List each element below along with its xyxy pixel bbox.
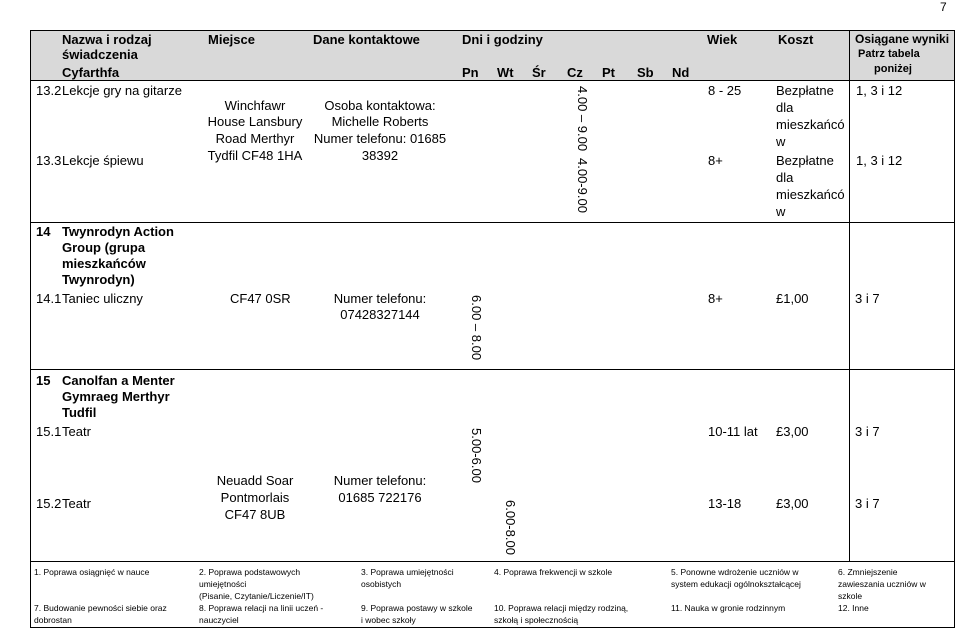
row-13-2-name: Lekcje gry na gitarze [62, 83, 182, 98]
row-13-3-age: 8+ [708, 153, 723, 168]
footnote-9-l2: i wobec szkoły [361, 615, 416, 625]
footnote-7-l2: dobrostan [34, 615, 72, 625]
col-place-header: Miejsce [208, 32, 255, 47]
footnote-1-l1: 1. Poprawa osiągnięć w nauce [34, 567, 150, 577]
day-cz: Cz [567, 65, 583, 80]
row-13-3-cost-4: w [776, 204, 786, 219]
footnote-11-l1: 11. Nauka w gronie rodzinnym [671, 603, 786, 613]
row-15-name-3: Tudfil [62, 405, 97, 420]
footnote-8-l1: 8. Poprawa relacji na linii uczeń - [199, 603, 324, 613]
footnote-2-l3: (Pisanie, Czytanie/Liczenie/IT) [199, 591, 314, 601]
footnote-6-l2: zawieszania uczniów w [838, 579, 926, 589]
place-15-line1: Neuadd Soar [216, 473, 294, 488]
col-sep-results [849, 30, 850, 561]
contact-15-line1: Numer telefonu: [333, 473, 427, 488]
footnote-10-l2: szkołą i społecznością [494, 615, 579, 625]
row-15-1-cost: £3,00 [776, 424, 809, 439]
row-14-1-name: Taniec uliczny [62, 291, 143, 306]
row-13-3-name: Lekcje śpiewu [62, 153, 144, 168]
place-15-line3: CF47 8UB [224, 507, 286, 522]
col-name-header-line1: Nazwa i rodzaj [62, 32, 152, 47]
footnote-6-l3: szkole [838, 591, 863, 601]
row-14-name-3: mieszkańców [62, 256, 146, 271]
day-sb: Sb [637, 65, 654, 80]
col-name-header-line2: świadczenia [62, 47, 138, 62]
border-r15 [30, 369, 955, 370]
place-13-line1: Winchfawr [224, 98, 286, 113]
row-15-1-num: 15.1 [36, 424, 62, 439]
contact-13-line4: 38392 [361, 148, 399, 163]
row-13-2-cost-1: Bezpłatne [776, 83, 834, 98]
row-15-1-age: 10-11 lat [708, 424, 758, 439]
row-14-name-4: Twynrodyn) [62, 272, 135, 287]
row-15-2-cost: £3,00 [776, 496, 809, 511]
row-13-3-cost-3: mieszkańcó [776, 187, 845, 202]
footnote-12-l1: 12. Inne [838, 603, 869, 613]
row-13-2-cost-2: dla [776, 100, 794, 115]
row-15-1-time: 5.00-6.00 [469, 428, 484, 483]
row-13-2-cost-4: w [776, 134, 786, 149]
row-15-2-time: 6.00-8.00 [503, 500, 518, 555]
row-13-3-cost-2: dla [776, 170, 794, 185]
row-13-3-time: 4.00-9.00 [575, 158, 590, 213]
row-14-1-place: CF47 0SR [230, 291, 291, 306]
row-14-1-contact-1: Numer telefonu: [333, 291, 427, 306]
border-r14 [30, 222, 955, 223]
col-results-header-3: poniżej [874, 63, 912, 75]
footnote-9-l1: 9. Poprawa postawy w szkole [361, 603, 473, 613]
row-15-2-name: Teatr [62, 496, 91, 511]
border-org [30, 80, 955, 81]
row-15-2-results: 3 i 7 [855, 496, 880, 511]
row-15-name-2: Gymraeg Merthyr [62, 389, 170, 404]
row-15-2-age: 13-18 [708, 496, 742, 511]
day-sr: Śr [532, 65, 546, 80]
row-13-3-cost-1: Bezpłatne [776, 153, 834, 168]
row-15-2-num: 15.2 [36, 496, 62, 511]
day-wt: Wt [497, 65, 514, 80]
page-number: 7 [940, 0, 947, 14]
org-name: Cyfarthfa [62, 65, 120, 80]
place-13-line3: Road Merthyr [215, 131, 295, 146]
footnote-6-l1: 6. Zmniejszenie [838, 567, 898, 577]
footnote-2-l2: umiejętności [199, 579, 247, 589]
border-footnotes [30, 561, 955, 562]
col-results-header-1: Osiągane wyniki [855, 32, 950, 46]
row-14-1-cost: £1,00 [776, 291, 809, 306]
row-14-1-results: 3 i 7 [855, 291, 880, 306]
contact-15-line2: 01685 722176 [338, 490, 422, 505]
footnote-8-l2: nauczyciel [199, 615, 239, 625]
footnote-2-l1: 2. Poprawa podstawowych [199, 567, 301, 577]
row-15-1-results: 3 i 7 [855, 424, 880, 439]
place-15-line2: Pontmorlais [220, 490, 290, 505]
footnote-5-l2: system edukacji ogólnokształcącej [671, 579, 801, 589]
col-cost-header: Koszt [778, 32, 814, 47]
footnote-5-l1: 5. Ponowne wdrożenie uczniów w [671, 567, 799, 577]
row-13-3-results: 1, 3 i 12 [856, 153, 903, 168]
row-13-2-time: 4.00 – 9.00 [575, 86, 590, 152]
row-14-name-1: Twynrodyn Action [62, 224, 174, 239]
row-14-1-contact-2: 07428327144 [340, 307, 420, 322]
row-14-num: 14 [36, 224, 51, 239]
contact-13-line2: Michelle Roberts [331, 114, 429, 129]
footnote-3-l1: 3. Poprawa umiejętności [361, 567, 454, 577]
border-left [30, 30, 31, 628]
place-13-line4: Tydfil CF48 1HA [207, 148, 303, 163]
col-results-header-2: Patrz tabela [858, 48, 920, 60]
row-13-2-cost-3: mieszkańcó [776, 117, 845, 132]
row-13-2-age: 8 - 25 [708, 83, 742, 98]
row-14-1-num: 14.1 [36, 291, 62, 306]
row-13-2-results: 1, 3 i 12 [856, 83, 903, 98]
row-15-name-1: Canolfan a Menter [62, 373, 175, 388]
border-right [954, 30, 955, 628]
footnote-3-l2: osobistych [361, 579, 402, 589]
row-14-1-age: 8+ [708, 291, 723, 306]
footnote-7-l1: 7. Budowanie pewności siebie oraz [34, 603, 167, 613]
border-top [30, 30, 955, 31]
contact-13-line1: Osoba kontaktowa: [324, 98, 436, 113]
day-nd: Nd [672, 65, 690, 80]
row-15-num: 15 [36, 373, 51, 388]
place-13-line2: House Lansbury [207, 114, 303, 129]
row-14-1-time: 6.00 – 8.00 [469, 295, 484, 361]
contact-13-line3: Numer telefonu: 01685 [313, 131, 447, 146]
org-row-bg [30, 63, 954, 80]
footnote-10-l1: 10. Poprawa relacji między rodziną, [494, 603, 629, 613]
row-15-1-name: Teatr [62, 424, 91, 439]
day-pt: Pt [602, 65, 615, 80]
col-contact-header: Dane kontaktowe [313, 32, 420, 47]
col-days-header: Dni i godziny [462, 32, 543, 47]
footnote-4-l1: 4. Poprawa frekwencji w szkole [494, 567, 613, 577]
row-13-3-num: 13.3 [36, 153, 62, 168]
day-pn: Pn [462, 65, 479, 80]
row-13-2-num: 13.2 [36, 83, 62, 98]
col-age-header: Wiek [707, 32, 738, 47]
row-14-name-2: Group (grupa [62, 240, 146, 255]
